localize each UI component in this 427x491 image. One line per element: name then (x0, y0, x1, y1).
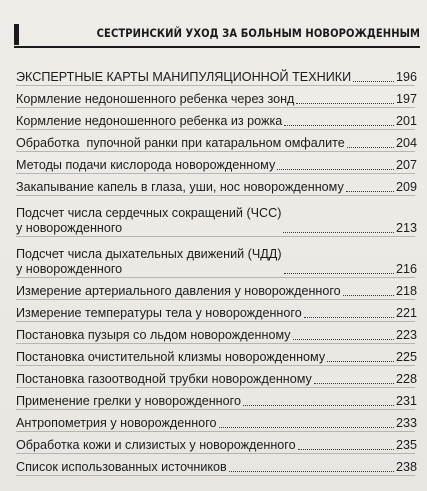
toc-page-number: 209 (395, 180, 417, 194)
entry-divider (16, 236, 415, 237)
toc-page-number: 218 (395, 284, 417, 298)
toc-entry-title-line2: у новорожденного (16, 221, 123, 235)
leader-dots (353, 81, 394, 82)
toc-page-number: 225 (395, 350, 417, 364)
toc-entry-respiratory-rate[interactable] (16, 237, 417, 277)
toc-entry-gas-tube[interactable] (16, 366, 417, 387)
entry-divider (16, 299, 415, 300)
entry-divider (16, 387, 415, 388)
entry-divider (16, 365, 415, 366)
leader-dots (298, 449, 394, 450)
entry-divider (16, 431, 415, 432)
entry-divider (16, 195, 415, 196)
entry-divider (16, 85, 415, 86)
toc-entry-title: Методы подачи кислорода новорожденному (16, 158, 276, 172)
header-rule (14, 46, 420, 48)
leader-dots (346, 191, 394, 192)
toc-entry-drops[interactable] (16, 174, 417, 195)
leader-dots (314, 383, 394, 384)
entry-divider (16, 173, 415, 174)
toc-entry-title: Измерение артериального давления у новорожденного (16, 284, 341, 298)
leader-dots (347, 147, 394, 148)
entry-divider (16, 343, 415, 344)
toc-page-number: 213 (395, 221, 417, 235)
table-of-contents (16, 64, 417, 476)
leader-dots (284, 125, 394, 126)
toc-entry-title: Кормление недоношенного ребенка из рожка (16, 114, 283, 128)
toc-entry-title: Постановка газоотводной трубки новорожденному (16, 372, 312, 386)
toc-entry-title: Измерение температуры тела у новорожденного (16, 306, 302, 320)
toc-page-number: 201 (395, 114, 417, 128)
toc-page-number: 204 (395, 136, 417, 150)
toc-entry-title-line1: Подсчет числа сердечных сокращений (ЧСС) (16, 206, 282, 220)
toc-entry-oxygen-delivery[interactable] (16, 152, 417, 173)
leader-dots (296, 103, 394, 104)
toc-entry-title: Постановка пузыря со льдом новорожденному (16, 328, 291, 342)
toc-page-number: 228 (395, 372, 417, 386)
toc-entry-temperature[interactable] (16, 300, 417, 321)
entry-divider (16, 475, 415, 476)
toc-entry-title: Закапывание капель в глаза, уши, нос новорожденному (16, 180, 344, 194)
toc-page-number: 197 (395, 92, 417, 106)
entry-divider (16, 277, 415, 278)
running-header (14, 22, 420, 48)
toc-entry-title: Кормление недоношенного ребенка через зонд (16, 92, 295, 106)
toc-entry-bottle-feeding[interactable] (16, 108, 417, 129)
toc-entry-title: ЭКСПЕРТНЫЕ КАРТЫ МАНИПУЛЯЦИОННОЙ ТЕХНИКИ (16, 70, 352, 84)
toc-page-number: 216 (395, 262, 417, 276)
toc-entry-heating-pad[interactable] (16, 388, 417, 409)
toc-entry-expert-cards[interactable] (16, 64, 417, 85)
toc-entry-heart-rate[interactable] (16, 196, 417, 236)
toc-entry-title: Обработка пупочной ранки при катаральном омфалите (16, 136, 345, 150)
entry-divider (16, 151, 415, 152)
toc-entry-title: Обработка кожи и слизистых у новорожденного (16, 438, 296, 452)
entry-divider (16, 453, 415, 454)
toc-page-number: 233 (395, 416, 417, 430)
toc-entry-title: Применение грелки у новорожденного (16, 394, 241, 408)
toc-page-number: 231 (395, 394, 417, 408)
toc-entry-title-line1: Подсчет числа дыхательных движений (ЧДД) (16, 247, 282, 261)
toc-entry-title-line2: у новорожденного (16, 262, 123, 276)
toc-entry-umbilical-care[interactable] (16, 130, 417, 151)
entry-divider (16, 321, 415, 322)
leader-dots (243, 405, 394, 406)
toc-entry-enema[interactable] (16, 344, 417, 365)
toc-entry-title (16, 206, 281, 236)
toc-entry-anthropometry[interactable] (16, 410, 417, 431)
toc-entry-ice-pack[interactable] (16, 322, 417, 343)
leader-dots (304, 317, 394, 318)
toc-entry-references[interactable] (16, 454, 417, 475)
toc-entry-tube-feeding[interactable] (16, 86, 417, 107)
leader-dots (327, 361, 394, 362)
entry-divider (16, 409, 415, 410)
toc-entry-skin-care[interactable] (16, 432, 417, 453)
toc-entry-title: Постановка очистительной клизмы новорожденному (16, 350, 326, 364)
toc-entry-title: Антропометрия у новорожденного (16, 416, 217, 430)
leader-dots (229, 471, 394, 472)
toc-page-number: 221 (395, 306, 417, 320)
toc-page-number: 207 (395, 158, 417, 172)
leader-dots (284, 273, 394, 274)
toc-entry-title: Список использованных источников (16, 460, 227, 474)
toc-page-number: 238 (395, 460, 417, 474)
toc-entry-blood-pressure[interactable] (16, 278, 417, 299)
entry-divider (16, 129, 415, 130)
leader-dots (277, 169, 394, 170)
leader-dots (219, 427, 394, 428)
running-header-title: СЕСТРИНСКИЙ УХОД ЗА БОЛЬНЫМ НОВОРОЖДЕННЫМ (96, 26, 420, 40)
toc-page-number: 235 (395, 438, 417, 452)
header-marker-bar (14, 24, 19, 45)
toc-page-number: 196 (395, 70, 417, 84)
leader-dots (283, 232, 394, 233)
leader-dots (343, 295, 394, 296)
entry-divider (16, 107, 415, 108)
toc-entry-title (16, 247, 282, 277)
toc-page-number: 223 (395, 328, 417, 342)
leader-dots (293, 339, 394, 340)
